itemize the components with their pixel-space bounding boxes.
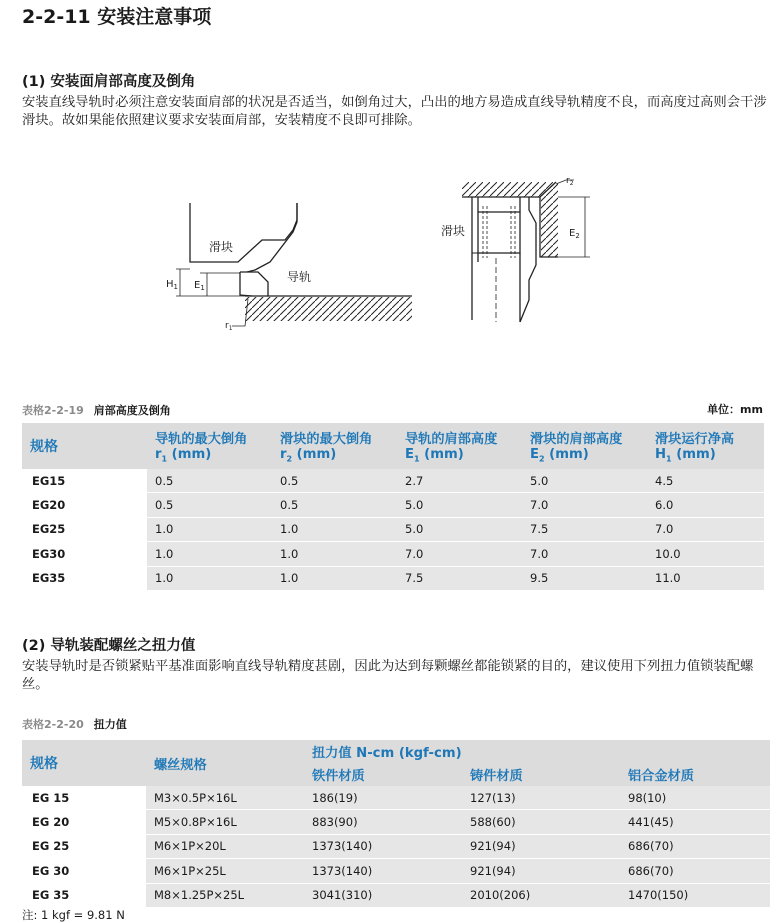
e2-label: $E_2$ [569,228,580,240]
table1-cell: 0.5 [272,493,397,517]
table2-cell: M8×1.25P×25L [146,884,304,908]
table2-cell: 2010(206) [462,884,620,908]
left-rail-label: 导轨 [287,270,312,284]
table1-cell: EG35 [22,567,147,591]
table2-number: 表格2-2-20 [22,718,84,731]
table1-cell: 7.5 [522,518,647,542]
table2-caption [22,716,127,732]
table2-cell: EG 15 [22,786,146,810]
table1-cell: 4.5 [647,469,764,493]
table2-header-row [22,740,770,762]
table2-cell: 686(70) [620,859,770,883]
table2-cell: M6×1P×25L [146,859,304,883]
section2-paragraph: 安装导轨时是否锁紧贴平基准面影响直线导轨精度甚剧，因此为达到每颗螺丝都能锁紧的目的，建议使用下列扭力值锁装配螺丝。 [22,659,754,692]
left-diagram [176,203,412,326]
table1-cell: 7.0 [397,542,522,566]
right-diagram [462,180,590,322]
table2-cell: 98(10) [620,786,770,810]
r1-label: $r_1$ [225,321,233,330]
page-title: 2-2-11 安装注意事项 [22,6,212,28]
table1-cell: 1.0 [272,518,397,542]
table2-header-torque: 扭力值 N-cm (kgf-cm) [304,740,770,762]
table2-cell: M6×1P×20L [146,835,304,859]
table1-cell: 1.0 [147,567,272,591]
table1-cell: 1.0 [147,542,272,566]
table-row [22,542,764,566]
table1-cell: 10.0 [647,542,764,566]
table1-header-e2: 滑块的肩部高度 $E_2$ (mm) [522,423,647,469]
table1-cell: 9.5 [522,567,647,591]
table1-header-row [22,423,764,469]
table2-cell: 588(60) [462,810,620,834]
table1-header-r1: 导轨的最大倒角 $r_1$ (mm) [147,423,272,469]
table2-cell: 921(94) [462,859,620,883]
table1-cell: 1.0 [147,518,272,542]
table1-header-r2: 滑块的最大倒角 $r_2$ (mm) [272,423,397,469]
table2-cell: EG 20 [22,810,146,834]
table2-cell: 1470(150) [620,884,770,908]
table1-cell: EG15 [22,469,147,493]
table2-header-alloy: 铝合金材质 [620,762,770,786]
table-row [22,567,764,591]
table-row [22,859,770,883]
table2-cell: EG 35 [22,884,146,908]
table2-cell: 686(70) [620,835,770,859]
table2-cell: 3041(310) [304,884,462,908]
shoulder-figure [0,170,783,330]
table2-cell: 921(94) [462,835,620,859]
table1-cell: EG25 [22,518,147,542]
table-row [22,835,770,859]
table2-header-cast: 铸件材质 [462,762,620,786]
table2-cell: M3×0.5P×16L [146,786,304,810]
table1-cell: 5.0 [397,518,522,542]
table1-cell: 6.0 [647,493,764,517]
table1-cell: 5.0 [397,493,522,517]
table2-title: 扭力值 [93,718,127,731]
table2-cell: 127(13) [462,786,620,810]
table1-cell: EG30 [22,542,147,566]
table2-cell: M5×0.8P×16L [146,810,304,834]
left-block-label: 滑块 [209,240,234,254]
table1-cell: 1.0 [272,542,397,566]
r2-label: $r_2$ [566,176,574,187]
table2-cell: 1373(140) [304,859,462,883]
table1-number: 表格2-2-19 [22,404,84,417]
table1-cell: 2.7 [397,469,522,493]
e1-label: $E_1$ [194,280,205,292]
table-row [22,518,764,542]
table1-header-spec: 规格 [22,423,147,469]
table2-cell: 883(90) [304,810,462,834]
table1-cell: 7.0 [647,518,764,542]
table2-header-iron: 铁件材质 [304,762,462,786]
table2-cell: EG 25 [22,835,146,859]
table1-cell: 7.0 [522,493,647,517]
table1-cell: 5.0 [522,469,647,493]
h1-label: $H_1$ [166,279,178,291]
table1-cell: 11.0 [647,567,764,591]
table-row [22,469,764,493]
table-row [22,810,770,834]
section1-paragraph: 安装直线导轨时必须注意安装面肩部的状况是否适当，如倒角过大，凸出的地方易造成直线导轨精度不良，而高度过高则会干涉滑块。故如果能依照建议要求安装面肩部，安装精度不良即可排除。 [22,95,767,128]
table-row [22,884,770,908]
table1-cell: 7.0 [522,542,647,566]
table1-header-h1: 滑块运行净高 $H_1$ (mm) [647,423,764,469]
table2-cell: 186(19) [304,786,462,810]
table1-cell: 7.5 [397,567,522,591]
table1-cell: 0.5 [147,469,272,493]
table1-cell: EG20 [22,493,147,517]
table-row [22,493,764,517]
table1-header-e1: 导轨的肩部高度 $E_1$ (mm) [397,423,522,469]
footnote: 注: 1 kgf = 9.81 N [22,908,125,922]
table2-header-screw: 螺丝规格 [146,740,304,786]
table2-cell: EG 30 [22,859,146,883]
shoulder-table [22,423,764,591]
table1-cell: 1.0 [272,567,397,591]
right-block-label: 滑块 [441,224,466,238]
table2-header-spec: 规格 [22,740,146,786]
table1-cell: 0.5 [147,493,272,517]
table1-title: 肩部高度及倒角 [93,404,171,417]
table1-caption [22,402,171,418]
section1-heading: (1) 安装面肩部高度及倒角 [22,74,196,90]
section2-heading: (2) 导轨装配螺丝之扭力值 [22,638,196,654]
table2-cell: 441(45) [620,810,770,834]
torque-table [22,740,770,908]
table-row [22,786,770,810]
table1-cell: 0.5 [272,469,397,493]
table1-unit: 单位：mm [707,403,763,416]
table2-cell: 1373(140) [304,835,462,859]
